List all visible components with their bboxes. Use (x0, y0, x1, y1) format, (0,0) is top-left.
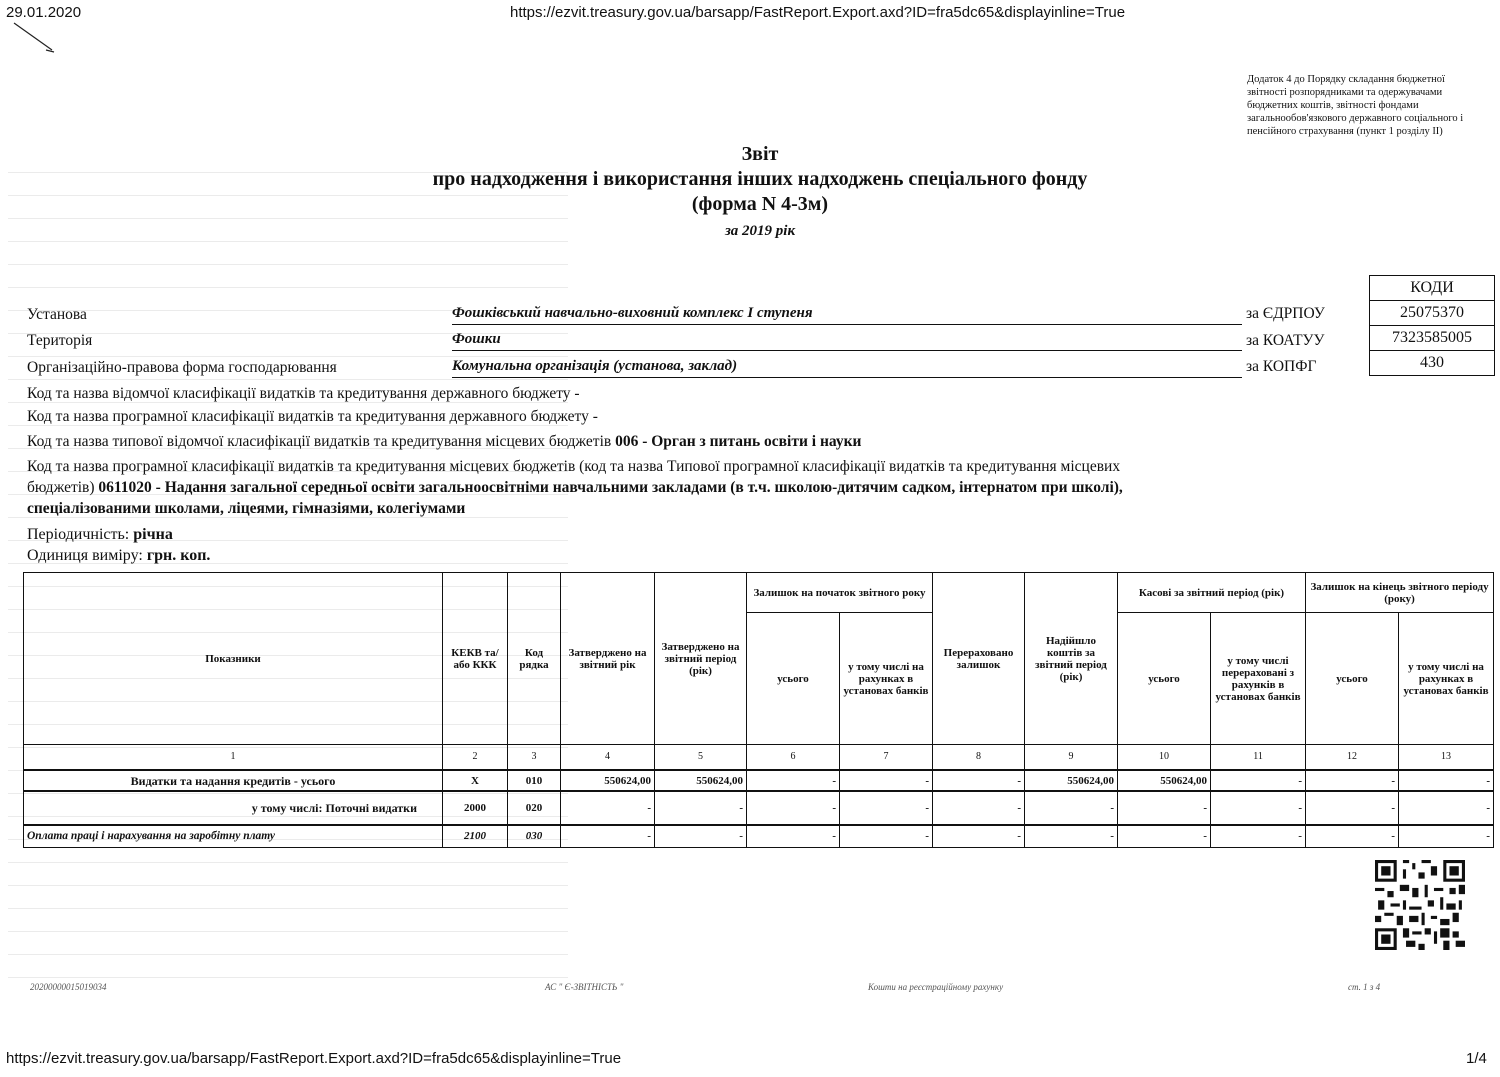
cell-balance-start-total: - (747, 791, 840, 825)
cell-approved-year: - (561, 791, 655, 825)
territory-field (452, 330, 1242, 351)
periodicity (27, 524, 173, 545)
cell-balance-end-bank: - (1399, 825, 1494, 847)
col-number: 8 (933, 745, 1025, 771)
header-balance-end-bank: у тому числі на рахунках в установах банків (1399, 613, 1494, 745)
print-page-number: 1/4 (1466, 1050, 1487, 1067)
koatuu-code: 7323585005 (1370, 326, 1495, 351)
header-received: Надійшло коштів за звітний період (рік) (1025, 573, 1118, 745)
dept-local-value: 006 - Орган з питань освіти і науки (615, 433, 862, 450)
col-number: 1 (24, 745, 443, 771)
dept-local-line (27, 431, 861, 452)
report-period: за 2019 рік (724, 223, 796, 239)
cell-cash-bank: - (1211, 825, 1306, 847)
unit (27, 545, 210, 566)
header-balance-start-bank: у тому числі на рахунках в установах банків (840, 613, 933, 745)
cell-balance-end-bank: - (1399, 791, 1494, 825)
print-url: https://ezvit.treasury.gov.ua/barsapp/FastReport.Export.axd?ID=fra5dc65&displayinline=True (510, 4, 1126, 21)
row-name: у тому числі: Поточні видатки (24, 791, 443, 825)
row-kekv: 2100 (443, 825, 508, 847)
print-date: 29.01.2020 (6, 4, 82, 21)
cell-approved-period: - (655, 791, 747, 825)
legal-form-field (452, 357, 1242, 378)
col-number: 3 (508, 745, 561, 771)
form-page-number: ст. 1 з 4 (1348, 982, 1381, 992)
cell-cash-bank: - (1211, 770, 1306, 791)
cell-balance-start-bank: - (840, 770, 933, 791)
header-balance-end-total: усього (1306, 613, 1399, 745)
cell-received: 550624,00 (1025, 770, 1118, 791)
cell-received: - (1025, 791, 1118, 825)
cell-approved-period: 550624,00 (655, 770, 747, 791)
row-kekv: X (443, 770, 508, 791)
periodicity-label: Періодичність: (27, 526, 134, 543)
cell-balance-end-bank: - (1399, 770, 1494, 791)
header-balance-end: Залишок на кінець звітного періоду (року) (1306, 573, 1494, 613)
kopfg-code: 430 (1370, 351, 1495, 376)
qr-code-icon (1375, 860, 1465, 950)
unit-value: грн. коп. (146, 547, 211, 564)
cell-cash-total: 550624,00 (1118, 770, 1211, 791)
legal-form-value: Комунальна організація (установа, заклад) (452, 358, 738, 374)
col-number: 12 (1306, 745, 1399, 771)
header-balance-start: Залишок на початок звітного року (747, 573, 933, 613)
row-kekv: 2000 (443, 791, 508, 825)
prog-local-label-end: бюджетів) (27, 479, 99, 496)
header-indicators: Показники (24, 573, 443, 745)
title-line-3: (форма N 4-3м) (691, 193, 829, 215)
prog-local-value-cont: спеціалізованими школами, ліцеями, гімназіями, колегіумами (27, 500, 466, 517)
annex-line: загальнообов'язкового державного соціального і (1247, 113, 1464, 124)
column-numbers-row (24, 745, 1494, 771)
header-kekv: КЕКВ та/або ККК (443, 573, 508, 745)
dept-state-line: Код та назва відомчої класифікації видатків та кредитування державного бюджету - (27, 385, 580, 402)
table-row (24, 825, 1494, 847)
cell-balance-start-bank: - (840, 825, 933, 847)
row-code: 020 (508, 791, 561, 825)
cell-balance-start-bank: - (840, 791, 933, 825)
annex-line: пенсійного страхування (пункт 1 розділу II) (1247, 126, 1443, 137)
header-transferred: Перераховано залишок (933, 573, 1025, 745)
account-type: Кошти на реєстраційному рахунку (868, 982, 1004, 992)
cell-approved-period: - (655, 825, 747, 847)
institution-value: Фошківський навчально-виховний комплекс I ступеня (452, 305, 813, 321)
title-line-2: про надходження і використання інших надходжень спеціального фонду (432, 168, 1088, 190)
system-name: АС " Є-ЗВІТНІСТЬ " (545, 982, 624, 992)
prog-local-value: 0611020 - Надання загальної середньої освіти загальноосвітніми навчальними закладами (в т.ч. школою-дитячим садком, інтернатом при школі), (98, 479, 1123, 496)
print-footer-url: https://ezvit.treasury.gov.ua/barsapp/FastReport.Export.axd?ID=fra5dc65&displayinline=True (6, 1050, 622, 1067)
col-number: 2 (443, 745, 508, 771)
header-cash: Касові за звітний період (рік) (1118, 573, 1306, 613)
cell-approved-year: - (561, 825, 655, 847)
cell-balance-end-total: - (1306, 791, 1399, 825)
territory-value: Фошки (452, 331, 501, 347)
row-code: 010 (508, 770, 561, 791)
dept-local-label: Код та назва типової відомчої класифікації видатків та кредитування місцевих бюджетів (27, 433, 616, 450)
cell-cash-total: - (1118, 791, 1211, 825)
header-cash-bank: у тому числі перераховані з рахунків в установах банків (1211, 613, 1306, 745)
header-approved-year: Затверджено на звітний рік (561, 573, 655, 745)
doc-id: 20200000015019034 (30, 982, 107, 992)
title-line-1: Звіт (741, 143, 779, 165)
table-row (24, 770, 1494, 791)
report-title (300, 142, 1220, 240)
row-name: Оплата праці і нарахування на заробітну плату (24, 825, 443, 847)
header-approved-period: Затверджено на звітний період (рік) (655, 573, 747, 745)
cell-received: - (1025, 825, 1118, 847)
header-cash-total: усього (1118, 613, 1211, 745)
cell-transferred: - (933, 825, 1025, 847)
codes-box (1369, 275, 1495, 376)
cell-balance-start-total: - (747, 825, 840, 847)
cell-approved-year: 550624,00 (561, 770, 655, 791)
pen-mark (12, 20, 58, 56)
row-name: Видатки та надання кредитів - усього (24, 770, 443, 791)
col-number: 11 (1211, 745, 1306, 771)
annex-note (1247, 73, 1487, 138)
unit-label: Одиниця виміру: (27, 547, 147, 564)
annex-line: звітності розпорядниками та одержувачами (1247, 87, 1443, 98)
periodicity-value: річна (133, 526, 173, 543)
prog-state-line: Код та назва програмної класифікації видатків та кредитування державного бюджету - (27, 408, 598, 425)
col-number: 9 (1025, 745, 1118, 771)
cell-balance-start-total: - (747, 770, 840, 791)
cell-transferred: - (933, 791, 1025, 825)
table-row (24, 791, 1494, 825)
koatuu-label: за КОАТУУ (1246, 332, 1325, 349)
prog-local-label: Код та назва програмної класифікації видатків та кредитування місцевих бюджетів (код та назва Типової програмної класифікації видатків та кредитування місцевих (27, 458, 1121, 475)
territory-label: Територія (27, 332, 93, 349)
kopfg-label: за КОПФГ (1246, 358, 1317, 375)
col-number: 10 (1118, 745, 1211, 771)
edrpou-code: 25075370 (1370, 301, 1495, 326)
col-number: 5 (655, 745, 747, 771)
cell-balance-end-total: - (1306, 770, 1399, 791)
cell-balance-end-total: - (1306, 825, 1399, 847)
prog-local-block (27, 456, 1257, 519)
report-table (23, 572, 1494, 848)
header-balance-start-total: усього (747, 613, 840, 745)
cell-transferred: - (933, 770, 1025, 791)
cell-cash-bank: - (1211, 791, 1306, 825)
row-code: 030 (508, 825, 561, 847)
header-row-code: Код рядка (508, 573, 561, 745)
annex-line: Додаток 4 до Порядку складання бюджетної (1247, 74, 1445, 85)
legal-form-label: Організаційно-правова форма господарювання (27, 359, 337, 376)
col-number: 6 (747, 745, 840, 771)
institution-field (452, 304, 1242, 325)
institution-label: Установа (27, 306, 87, 323)
edrpou-label: за ЄДРПОУ (1246, 305, 1325, 322)
cell-cash-total: - (1118, 825, 1211, 847)
codes-header: КОДИ (1370, 276, 1495, 301)
col-number: 13 (1399, 745, 1494, 771)
col-number: 7 (840, 745, 933, 771)
col-number: 4 (561, 745, 655, 771)
annex-line: бюджетних коштів, звітності фондами (1247, 100, 1419, 111)
